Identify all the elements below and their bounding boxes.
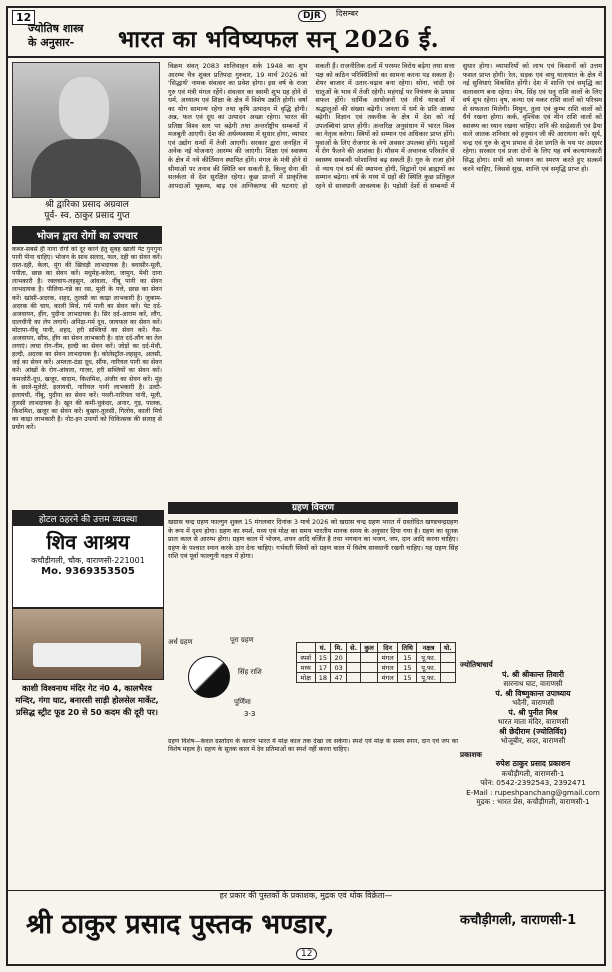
astrologer-3-name: पं. श्री पुनीत मिश्र bbox=[508, 707, 558, 717]
table-cell bbox=[440, 663, 455, 673]
portrait-caption-line1: श्री द्वारिका प्रसाद अग्रवाल bbox=[45, 200, 129, 210]
portrait-caption bbox=[12, 200, 162, 222]
astrologer-1-name: पं. श्री श्रीकान्त तिवारी bbox=[502, 669, 564, 679]
publisher-label: प्रकाशक bbox=[460, 749, 482, 759]
publisher-tagline: हर प्रकार की पुस्तकों के प्रकाशक, मुद्रक एवं थोक विक्रेता— bbox=[8, 890, 604, 901]
astrologer-4-place: भोजूबीर, सदर, वाराणसी bbox=[500, 736, 566, 745]
left-column bbox=[12, 62, 162, 532]
page-number-bottom: 12 bbox=[296, 948, 317, 960]
table-cell: 15 bbox=[398, 673, 417, 683]
publisher-address: कचौड़ीगली, वाराणसी-1 bbox=[501, 768, 565, 778]
eclipse-heading: ग्रहण विवरण bbox=[168, 502, 458, 514]
table-header-cell: घं. bbox=[315, 643, 331, 653]
page-number-top: 12 bbox=[12, 10, 35, 25]
table-cell: 18 bbox=[315, 673, 331, 683]
printer-line: मुद्रक : भारत प्रेस, कचौड़ीगली, वाराणसी-1 bbox=[476, 797, 590, 806]
table-header-cell: कुल bbox=[361, 643, 378, 653]
header-subtitle bbox=[28, 22, 84, 50]
eclipse-label-purnima: पूर्णिमा bbox=[234, 698, 251, 706]
footer-location: कचौड़ीगली, वाराणसी-1 bbox=[460, 913, 577, 928]
table-cell bbox=[361, 663, 378, 673]
eclipse-label-total: पूरा ग्रहण bbox=[230, 636, 254, 644]
hotel-address: कचौड़ीगली, चौक, वाराणसी-221001 bbox=[31, 556, 145, 565]
table-cell: मंगल bbox=[378, 663, 398, 673]
table-cell bbox=[361, 673, 378, 683]
astrologer-4-name: श्री छेदीराम (ज्योतिर्विद) bbox=[499, 726, 567, 736]
table-cell: मोक्ष bbox=[297, 673, 316, 683]
hotel-location-note: काशी विश्वनाथ मंदिर गेट नं0 4, कालभैरव मन्दिर, गंगा घाट, बनारसी साड़ी होलसेल मार्केट, प्रसिद्ध स्ट्रीट फूड 20 से 50 कदम की दूरी पर। bbox=[15, 683, 159, 717]
hotel-ad bbox=[12, 510, 164, 608]
table-cell: 15 bbox=[315, 653, 331, 663]
page-title: भारत का भविष्यफल सन् 2026 ई. bbox=[118, 26, 440, 53]
forecast-article: विक्रम संवत् 2083 शालिवाहन शके 1948 का शुभ आरम्भ चैत्र शुक्ल प्रतिपदा गुरुवार, 19 मार्च 2026 को 'सिद्धार्थ' नामक संवत्सर का प्रवेश होगा। इस वर्ष के राजा गुरु एवं मंत्री मंगल रहेंगे। संवत्सर का स्वामी शुभ ग्रह होने से धर्म, अध्यात्म एवं शिक्षा के क्षेत्र में विशेष उन्नति होगी। वर्षा का योग सामान्य रहेगा तथा कृषि उत्पादन में वृद्धि होगी। अन्न, फल एवं दूध का उत्पादन अच्छा रहेगा। भारत की प्रतिष्ठा विश्व स्तर पर बढ़ेगी तथा अन्तर्राष्ट्रीय सम्बन्धों में मजबूती आएगी। देश की अर्थव्यवस्था में सुधार होगा, व्यापार एवं उद्योग धन्धों में तेजी आएगी। सरकार द्वारा जनहित में अनेक नई योजनाएं आरम्भ की जाएंगी। शिक्षा एवं स्वास्थ्य के क्षेत्र में नये कीर्तिमान स्थापित होंगे। मंगल के मंत्री होने से सीमाओं पर तनाव की स्थिति बन सकती है, किन्तु सेना की सतर्कता से देश सुरक्षित रहेगा। कुछ प्रान्तों में प्राकृतिक आपदाओं भूकम्प, बाढ़ एवं अग्निकाण्ड की घटनाएं हो सकती हैं। राजनीतिक दलों में परस्पर विरोध बढ़ेगा तथा सत्ता पक्ष को कठिन परिस्थितियों का सामना करना पड़ सकता है। शेयर बाजार में उतार-चढ़ाव बना रहेगा। सोना, चांदी एवं धातुओं के भाव में तेजी रहेगी। महंगाई पर नियंत्रण के प्रयास सफल होंगे। धार्मिक आयोजनों एवं तीर्थ यात्राओं में श्रद्धालुओं की संख्या बढ़ेगी। जनता में धर्म के प्रति आस्था बढ़ेगी। विज्ञान एवं तकनीक के क्षेत्र में देश को नई उपलब्धियां प्राप्त होंगी। अन्तरिक्ष अनुसंधान में भारत विश्व का नेतृत्व करेगा। स्त्रियों को सम्मान एवं अधिकार प्राप्त होंगे। युवाओं के लिए रोजगार के नये अवसर उपलब्ध होंगे। पशुओं में रोग फैलने की आशंका है। मौसम में अचानक परिवर्तन से स्वास्थ्य सम्बन्धी परेशानियां बढ़ सकती हैं। गुरु के राजा होने से न्याय एवं धर्म की स्थापना होगी, विद्वानों एवं ब्राह्मणों का सम्मान बढ़ेगा। वर्ष के मध्य में ग्रहों की स्थिति कुछ प्रतिकूल रहने से सावधानी आवश्यक है। पड़ोसी देशों से सम्बन्धों में सुधार होगा। व्यापारियों को लाभ एवं किसानों को उत्तम फसल प्राप्त होगी। रेल, सड़क एवं वायु यातायात के क्षेत्र में नई सुविधाएं विकसित होंगी। देश में शान्ति एवं समृद्धि का वातावरण बना रहेगा। मेष, सिंह एवं धनु राशि वालों के लिए वर्ष शुभ रहेगा। वृष, कन्या एवं मकर राशि वालों को परिश्रम से सफलता मिलेगी। मिथुन, तुला एवं कुम्भ राशि वालों को धैर्य रखना होगा। कर्क, वृश्चिक एवं मीन राशि वालों को स्वास्थ्य का ध्यान रखना चाहिए। शनि की साढ़ेसाती एवं ढैया वाले जातक शनिवार को हनुमान जी की आराधना करें। सूर्य, चन्द्र एवं गुरु के शुभ प्रभाव से देश प्रगति के पथ पर अग्रसर रहेगा। सरकार एवं प्रजा दोनों के लिए यह वर्ष कल्याणकारी सिद्ध होगा। सभी को भगवान का स्मरण करते हुए सत्कर्म करने चाहिए, जिससे सुख, शान्ति एवं समृद्धि प्राप्त हो। bbox=[168, 62, 602, 190]
table-cell: पू.फा. bbox=[417, 673, 440, 683]
eclipse-note: ग्रहण विशेष—केवल ग्रस्तोदय के कारण भारत में मोक्ष काल तक देखा जा सकेगा। स्पर्श एवं मोक्ष के समय स्नान, दान एवं जप का विशेष महत्व है। ग्रहण के सूतक काल में देव प्रतिमाओं का स्पर्श नहीं करना चाहिए। bbox=[168, 738, 458, 754]
header-subtitle-line1: ज्योतिष शास्त्र bbox=[28, 22, 84, 35]
table-header-cell: से. bbox=[347, 643, 361, 653]
table-cell: 47 bbox=[331, 673, 347, 683]
table-cell: 17 bbox=[315, 663, 331, 673]
brand-mark: DJR bbox=[298, 10, 326, 22]
bed-image bbox=[33, 643, 141, 667]
month-label: दिसम्बर bbox=[336, 9, 359, 18]
publisher-phone: फोन: 0542-2392543, 2392471 bbox=[480, 778, 586, 787]
table-cell: 03 bbox=[331, 663, 347, 673]
astrologer-3-place: भारत माता मंदिर, वाराणसी bbox=[497, 717, 569, 726]
hotel-room-photo bbox=[12, 608, 164, 680]
eclipse-label-partial: अर्ध ग्रहण bbox=[168, 638, 193, 646]
hotel-ad-band: होटल ठहरने की उत्तम व्यवस्था bbox=[13, 511, 163, 526]
astrologers-label: ज्योतिषाचार्य bbox=[460, 660, 493, 669]
table-cell: स्पर्श bbox=[297, 653, 316, 663]
remedies-text: कब्ज-सबसे ही नाना रोगों को दूर करने हेतु सुबह खाली पेट गुनगुना पानी पीना चाहिए। भोजन के साथ सलाद, फल, दही का सेवन करें। दस्त-दही, केला, मूंग की खिचड़ी लाभदायक है। बवासीर-मूली, पपीता, छाछ का सेवन करें। मधुमेह-करेला, जामुन, मेथी दाना लाभकारी है। रक्तचाप-लहसुन, आंवला, नींबू पानी का सेवन लाभदायक है। पीलिया-गन्ने का रस, मूली के पत्ते, छाछ का सेवन करें। खांसी-अदरक, शहद, तुलसी का काढ़ा लाभकारी है। जुकाम-अदरक की चाय, काली मिर्च, गर्म पानी का सेवन करें। पेट दर्द-अजवायन, हींग, पुदीना लाभदायक है। सिर दर्द-आराम करें, लौंग, दालचीनी का लेप लगायें। अनिद्रा-गर्म दूध, जायफल का सेवन करें। मोटापा-नींबू पानी, शहद, हरी सब्जियों का सेवन करें। गैस-अजवायन, सौंफ, हींग का सेवन लाभकारी है। दांत दर्द-लौंग का तेल लगाएं। त्वचा रोग-नीम, हल्दी का सेवन करें। जोड़ों का दर्द-मेथी, हल्दी, अदरक का सेवन लाभदायक है। कोलेस्ट्रॉल-लहसुन, अलसी, जई का सेवन करें। अम्लता-ठंडा दूध, सौंफ, नारियल पानी का सेवन करें। आंखों के रोग-आंवला, गाजर, हरी सब्जियों का सेवन करें। कमजोरी-दूध, खजूर, बादाम, किशमिश, अंजीर का सेवन करें। मुंह के छाले-मुलेठी, इलायची, नारियल पानी लाभकारी है। उल्टी-इलायची, नींबू, पुदीना का सेवन करें। पथरी-नारियल पानी, मूली, तुलसी लाभदायक है। खून की कमी-चुकंदर, अनार, गुड़, पालक, किशमिश, खजूर का सेवन करें। बुखार-तुलसी, गिलोय, काली मिर्च का काढ़ा लाभकारी है। नोट-इन उपायों को चिकित्सक की सलाह से प्रयोग करें। bbox=[12, 246, 162, 432]
eclipse-label-date: 3-3 bbox=[244, 710, 256, 718]
hotel-name: शिव आश्रय bbox=[46, 530, 130, 554]
eclipse-timing-table bbox=[296, 642, 456, 683]
table-cell bbox=[347, 663, 361, 673]
publisher-name: रुपेश ठाकुर प्रसाद प्रकाशन bbox=[495, 759, 571, 768]
table-cell bbox=[347, 653, 361, 663]
table-header-cell: यो. bbox=[440, 643, 455, 653]
table-cell: मंगल bbox=[378, 653, 398, 663]
table-cell: मध्य bbox=[297, 663, 316, 673]
astrologers-panel bbox=[460, 660, 606, 888]
portrait-body bbox=[31, 139, 141, 198]
publisher-email: E-Mail : rupeshpanchang@gmail.com bbox=[466, 787, 600, 797]
table-cell: पू.फा. bbox=[417, 663, 440, 673]
astrologer-2-place: भदैनी, वाराणसी bbox=[512, 698, 554, 707]
remedies-heading: भोजन द्वारा रोगों का उपचार bbox=[12, 226, 162, 244]
hotel-mobile: Mo. 9369353505 bbox=[41, 566, 135, 577]
table-header-cell: मि. bbox=[331, 643, 347, 653]
table-header-cell bbox=[297, 643, 316, 653]
table-cell bbox=[361, 653, 378, 663]
table-header-cell: नक्षत्र bbox=[417, 643, 440, 653]
footer-store-name: श्री ठाकुर प्रसाद पुस्तक भण्डार, bbox=[26, 909, 335, 940]
portrait-caption-line2: पूर्व- स्व. ठाकुर प्रसाद गुप्त bbox=[44, 211, 130, 221]
table-header-row bbox=[297, 643, 456, 653]
table-cell bbox=[440, 653, 455, 663]
table-cell: पू.फा. bbox=[417, 653, 440, 663]
table-row bbox=[297, 673, 456, 683]
table-cell: मंगल bbox=[378, 673, 398, 683]
eclipse-text: खग्रास चन्द्र ग्रहण फाल्गुन शुक्ल 15 मंगलवार दिनांक 3 मार्च 2026 को खग्रास चन्द्र ग्रहण भारत में ग्रस्तोदित खण्डचन्द्रग्रहण के रूप में दृश्य होगा। ग्रहण का स्पर्श, मध्य एवं मोक्ष का समय भारतीय मानक समय के अनुसार दिया गया है। ग्रहण का सूतक प्रातः काल से आरम्भ होगा। ग्रहण काल में भोजन, शयन आदि वर्जित है तथा भगवान का भजन, जप, दान आदि करना चाहिए। ग्रहण के पश्चात स्नान करके दान देना चाहिए। गर्भवती स्त्रियों को ग्रहण काल में विशेष सावधानी रखनी चाहिए। यह ग्रहण सिंह राशि एवं पूर्वा फाल्गुनी नक्षत्र में होगा। bbox=[168, 518, 458, 560]
calendar-page bbox=[6, 6, 606, 966]
footer-banner bbox=[8, 902, 604, 942]
table-row bbox=[297, 663, 456, 673]
astrologer-1-place: सारनाथ घाट, वाराणसी bbox=[503, 679, 563, 688]
portrait-head bbox=[59, 77, 109, 139]
moon-eclipse-icon bbox=[188, 656, 230, 698]
astrologer-2-name: पं. श्री विष्णुकान्त उपाध्याय bbox=[495, 688, 571, 698]
table-cell: 15 bbox=[398, 663, 417, 673]
header-subtitle-line2: के अनुसार- bbox=[28, 36, 75, 49]
table-cell: 20 bbox=[331, 653, 347, 663]
table-header-cell: दिन bbox=[378, 643, 398, 653]
table-header-cell: तिथि bbox=[398, 643, 417, 653]
header-divider bbox=[8, 56, 604, 58]
eclipse-label-sign: सिंह राशि bbox=[238, 668, 262, 676]
table-cell bbox=[347, 673, 361, 683]
table-row bbox=[297, 653, 456, 663]
table-cell: 15 bbox=[398, 653, 417, 663]
table-cell bbox=[440, 673, 455, 683]
portrait-photo bbox=[12, 62, 160, 198]
eclipse-figure bbox=[168, 628, 458, 738]
